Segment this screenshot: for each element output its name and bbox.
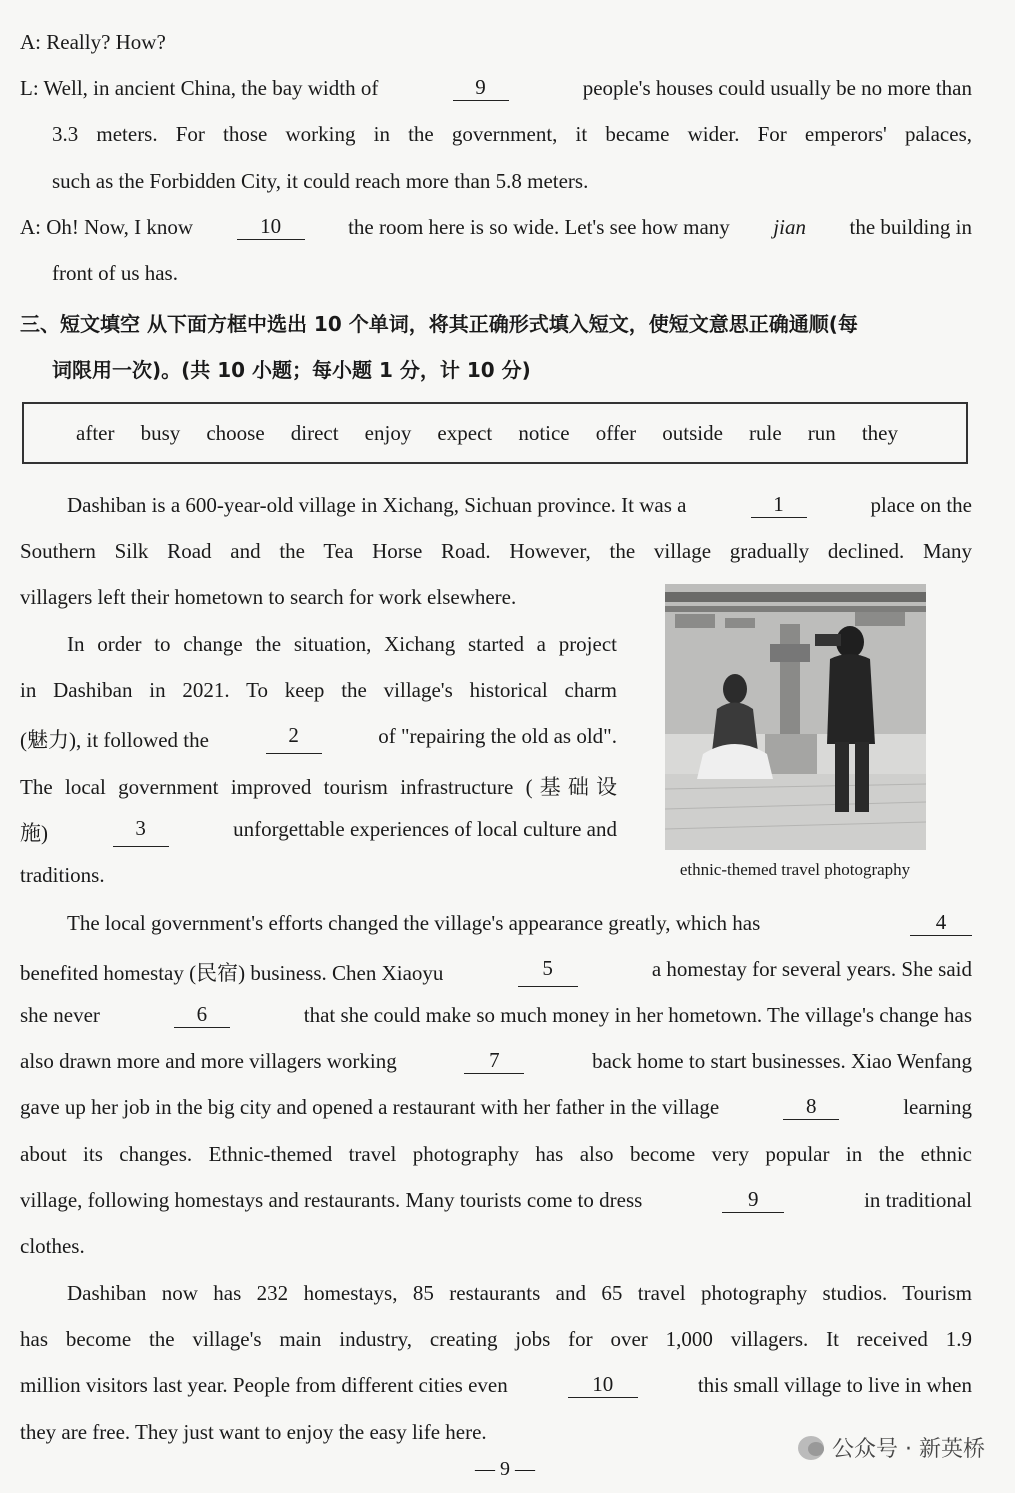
- word-bank-item: direct: [290, 420, 339, 445]
- word-bank-item: outside: [662, 420, 723, 445]
- passage-line: in Dashiban in 2021. To keep the village's historical charm: [20, 678, 617, 702]
- blank-5: 5: [518, 957, 578, 987]
- passage-line: also drawn more and more villagers working 7 back home to start businesses. Xiao Wenfang: [20, 1048, 972, 1073]
- passage-line: Southern Silk Road and the Tea Horse Road. However, the village gradually declined. Many: [20, 539, 972, 563]
- passage-line: benefited homestay (民宿) business. Chen Xiaoyu 5 a homestay for several years. She said: [20, 956, 972, 985]
- word-bank-item: busy: [140, 420, 181, 445]
- blank-3: 3: [113, 817, 169, 847]
- photo-caption: ethnic-themed travel photography: [679, 860, 911, 879]
- passage-line: 施) 3 unforgettable experiences of local culture and: [20, 816, 617, 845]
- passage-line: they are free. They just want to enjoy the easy life here.: [20, 1420, 487, 1444]
- passage-line: about its changes. Ethnic-themed travel photography has also become very popular in the ethnic: [20, 1142, 972, 1166]
- word-bank-item: enjoy: [364, 420, 412, 445]
- section-heading-cont: 词限用一次)。(共 10 小题；每小题 1 分，计 10 分): [52, 358, 531, 382]
- word-bank-item: after: [76, 420, 115, 445]
- word-bank-item: choose: [206, 420, 265, 445]
- village-photo: [665, 584, 926, 850]
- passage-line: village, following homestays and restaurants. Many tourists come to dress 9 in traditional: [20, 1187, 972, 1212]
- passage-line: gave up her job in the big city and opened a restaurant with her father in the village 8 learning: [20, 1094, 972, 1119]
- dialogue-line: L: Well, in ancient China, the bay width of 9 people's houses could usually be no more than: [20, 75, 972, 100]
- blank-1: 1: [751, 493, 807, 518]
- blank-8: 8: [783, 1095, 839, 1120]
- passage-line: villagers left their hometown to search for work elsewhere.: [20, 585, 517, 609]
- word-bank-item: run: [807, 420, 836, 445]
- dialogue-line: front of us has.: [52, 261, 178, 285]
- passage-line: In order to change the situation, Xichang started a project: [67, 632, 617, 656]
- passage-line: (魅力), it followed the 2 of "repairing the old as old".: [20, 723, 617, 752]
- passage-line: Dashiban now has 232 homestays, 85 restaurants and 65 travel photography studios. Tourism: [67, 1281, 972, 1305]
- word-bank: [22, 402, 968, 464]
- dialogue-line: 3.3 meters. For those working in the government, it became wider. For emperors' palaces,: [52, 122, 972, 146]
- passage-line: Dashiban is a 600-year-old village in Xichang, Sichuan province. It was a 1 place on the: [67, 492, 972, 517]
- word-bank-item: rule: [749, 420, 782, 445]
- wechat-icon: [798, 1436, 824, 1460]
- word-bank-item: expect: [437, 420, 493, 445]
- dialogue-line: A: Oh! Now, I know 10 the room here is so wide. Let's see how many jian the building in: [20, 214, 972, 239]
- blank-2: 2: [266, 724, 322, 754]
- passage-line: million visitors last year. People from different cities even 10 this small village to live in when: [20, 1372, 972, 1397]
- word-bank-item: offer: [595, 420, 637, 445]
- dialogue-line: A: Really? How?: [20, 30, 166, 54]
- passage-line: traditions.: [20, 863, 105, 887]
- word-bank-item: notice: [518, 420, 570, 445]
- blank-9: 9: [453, 76, 509, 101]
- passage-line: has become the village's main industry, creating jobs for over 1,000 villagers. It received 1.9: [20, 1327, 972, 1351]
- section-heading: 三、短文填空 从下面方框中选出 10 个单词，将其正确形式填入短文，使短文意思正确通顺(每: [20, 312, 858, 336]
- dialogue-line: such as the Forbidden City, it could reach more than 5.8 meters.: [52, 169, 589, 193]
- blank-7: 7: [464, 1049, 524, 1074]
- passage-line: The local government improved tourism infrastructure (基础设: [20, 775, 617, 799]
- blank-9: 9: [722, 1188, 784, 1213]
- page-number: — 9 —: [475, 1458, 535, 1480]
- blank-10: 10: [568, 1373, 638, 1398]
- passage-line: she never 6 that she could make so much money in her hometown. The village's change has: [20, 1002, 972, 1027]
- passage-line: The local government's efforts changed the village's appearance greatly, which has 4: [67, 911, 972, 936]
- blank-10-dialogue: 10: [237, 215, 305, 240]
- word-bank-item: they: [861, 420, 898, 445]
- blank-4: 4: [910, 911, 972, 936]
- watermark: 公众号 · 新英桥: [798, 1432, 985, 1463]
- blank-6: 6: [174, 1003, 230, 1028]
- passage-line: clothes.: [20, 1234, 85, 1258]
